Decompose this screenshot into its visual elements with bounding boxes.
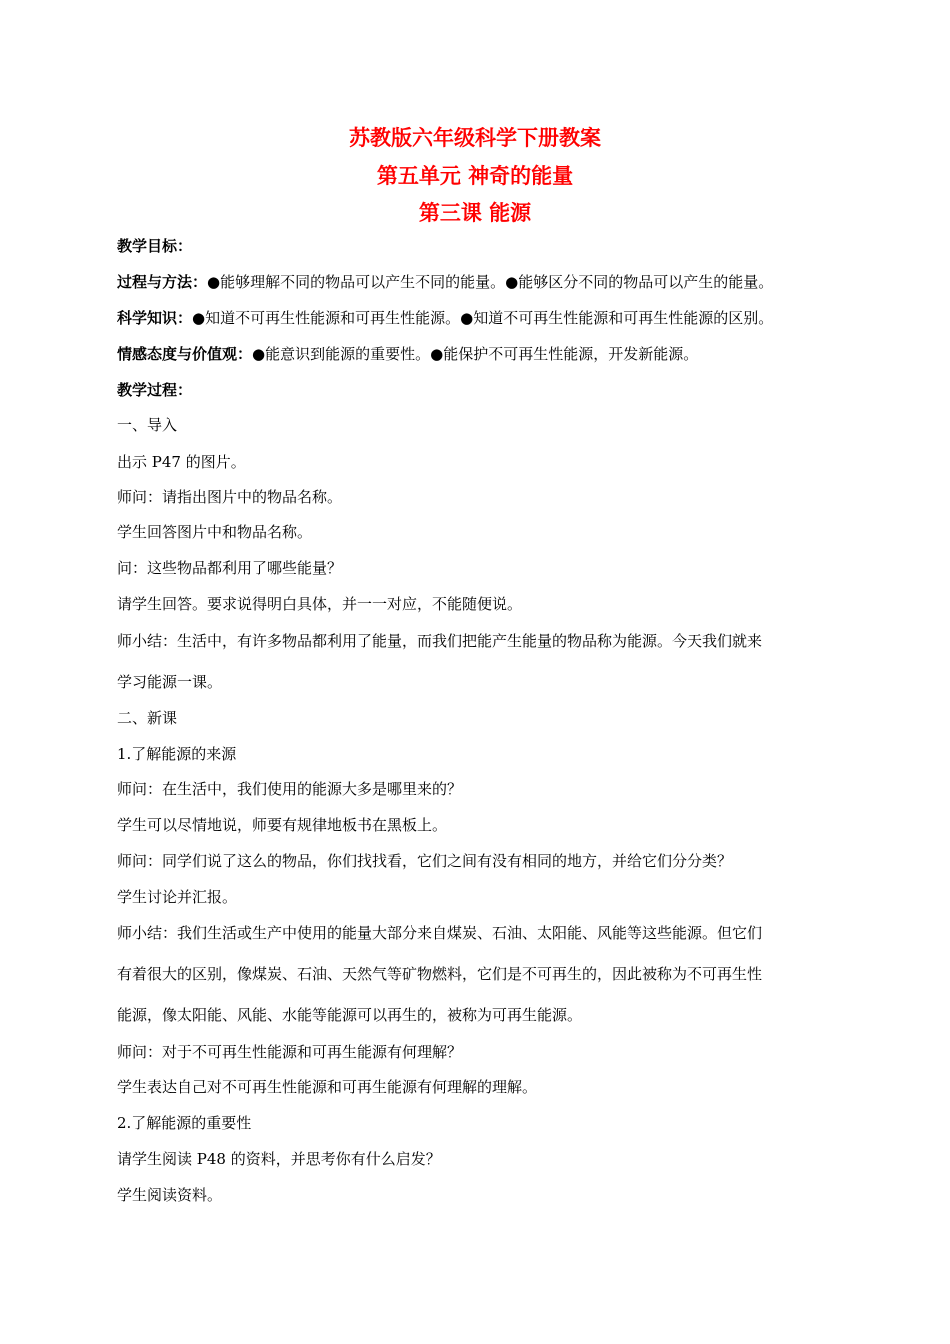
objective-process-label: 过程与方法： [117, 273, 208, 291]
process-line: 出示 P47 的图片。 [117, 453, 246, 471]
process-line: 能源，像太阳能、风能、水能等能源可以再生的，被称为可再生能源。 [117, 1006, 583, 1024]
objective-process-text: ●能够理解不同的物品可以产生不同的能量。●能够区分不同的物品可以产生的能量。 [207, 273, 774, 291]
process-line: 有着很大的区别，像煤炭、石油、天然气等矿物燃料，它们是不可再生的，因此被称为不可再生性 [117, 965, 763, 983]
objective-attitude-text: ●能意识到能源的重要性。●能保护不可再生性能源，开发新能源。 [252, 345, 699, 363]
process-line: 师问：在生活中，我们使用的能源大多是哪里来的？ [117, 780, 463, 798]
document-title: 苏教版六年级科学下册教案 [349, 126, 601, 150]
objective-knowledge-text: ●知道不可再生性能源和可再生性能源。●知道不可再生性能源和可再生性能源的区别。 [192, 309, 774, 327]
process-line: 问：这些物品都利用了哪些能量？ [117, 559, 343, 577]
process-line: 师问：对于不可再生性能源和可再生能源有何理解？ [117, 1043, 463, 1061]
objective-knowledge-label: 科学知识： [117, 309, 193, 327]
process-line: 一、导入 [117, 416, 178, 434]
process-line: 学习能源一课。 [117, 673, 223, 691]
process-line: 1.了解能源的来源 [117, 745, 237, 763]
process-line: 学生阅读资料。 [117, 1186, 223, 1204]
process-line: 请学生阅读 P48 的资料，并思考你有什么启发？ [117, 1150, 441, 1168]
lesson-title: 第三课 能源 [418, 201, 532, 225]
process-line: 学生讨论并汇报。 [117, 888, 238, 906]
process-line: 学生回答图片中和物品名称。 [117, 523, 313, 541]
objective-attitude [117, 344, 857, 364]
process-line: 二、新课 [117, 709, 178, 727]
process-line: 师问：请指出图片中的物品名称。 [117, 488, 343, 506]
objective-knowledge [117, 308, 857, 328]
process-heading: 教学过程： [117, 381, 193, 399]
process-line: 师小结：生活中，有许多物品都利用了能量，而我们把能产生能量的物品称为能源。今天我们就来 [117, 632, 763, 650]
process-line: 学生可以尽情地说，师要有规律地板书在黑板上。 [117, 816, 448, 834]
objective-attitude-label: 情感态度与价值观： [117, 345, 253, 363]
objective-process [117, 272, 857, 292]
process-line: 师问：同学们说了这么的物品，你们找找看，它们之间有没有相同的地方，并给它们分分类？ [117, 852, 733, 870]
process-line: 师小结：我们生活或生产中使用的能量大部分来自煤炭、石油、太阳能、风能等这些能源。但它们 [117, 924, 763, 942]
process-line: 请学生回答。要求说得明白具体，并一一对应，不能随便说。 [117, 595, 523, 613]
unit-title: 第五单元 神奇的能量 [376, 164, 574, 188]
objectives-heading: 教学目标： [117, 237, 193, 255]
process-line: 学生表达自己对不可再生性能源和可再生能源有何理解的理解。 [117, 1078, 538, 1096]
process-line: 2.了解能源的重要性 [117, 1114, 252, 1132]
